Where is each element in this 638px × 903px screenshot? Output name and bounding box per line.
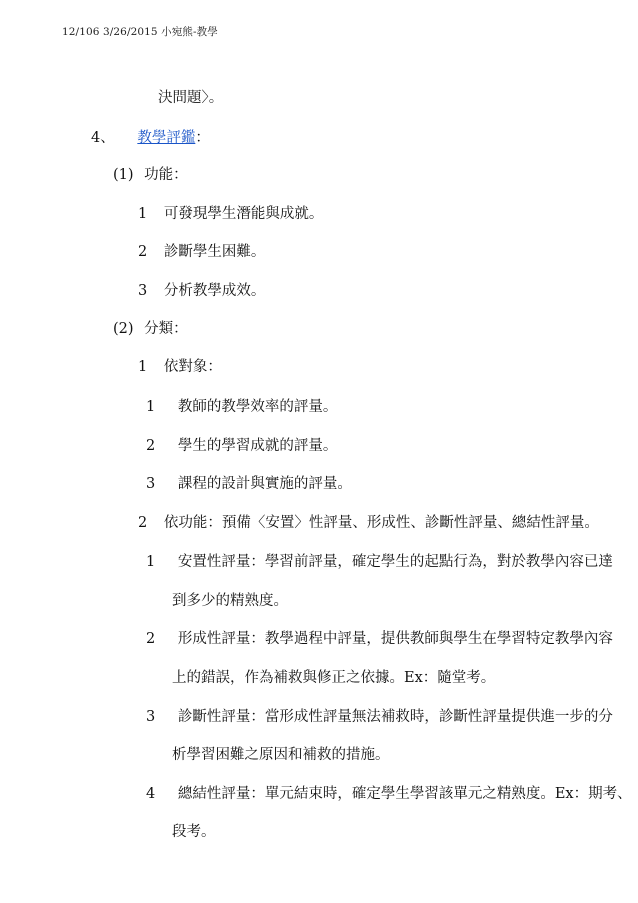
item-number: 2	[138, 515, 148, 531]
item-text: 依對象：	[163, 359, 222, 375]
item-text: 學生的學習成就的評量。	[177, 438, 338, 454]
list-item	[146, 707, 613, 727]
item-text: 安置性評量：學習前評量，確定學生的起點行為，對於教學內容已達	[177, 554, 613, 570]
item-number: 3	[138, 283, 148, 299]
item-number: (2)	[113, 321, 134, 337]
item-number: 1	[146, 399, 156, 415]
item-number: 3	[146, 476, 156, 492]
item-text: 診斷性評量：當形成性評量無法補救時，診斷性評量提供進一步的分	[177, 709, 613, 725]
text-continuation: 析學習困難之原因和補救的措施。	[172, 747, 390, 763]
item-text: 分類：	[144, 321, 188, 337]
item-text: 診斷學生困難。	[163, 244, 266, 260]
list-item	[146, 552, 613, 572]
list-item	[138, 513, 599, 533]
item-text: 教師的教學效率的評量。	[177, 399, 338, 415]
list-item	[138, 242, 265, 262]
section-number: 4、	[91, 130, 115, 146]
item-number: 2	[146, 631, 156, 647]
item-number: 1	[138, 206, 148, 222]
list-item	[138, 281, 265, 301]
list-item	[146, 397, 337, 417]
list-item	[146, 629, 613, 649]
item-text: 可發現學生潛能與成就。	[163, 206, 324, 222]
list-item	[138, 357, 222, 377]
list-item	[146, 784, 632, 804]
list-item	[146, 436, 337, 456]
list-item	[138, 204, 323, 224]
section-heading	[91, 128, 210, 148]
item-number: 1	[138, 359, 148, 375]
item-number: 3	[146, 709, 156, 725]
list-item	[146, 474, 352, 494]
item-text: 形成性評量：教學過程中評量，提供教師與學生在學習特定教學內容	[177, 631, 613, 647]
teaching-evaluation-link[interactable]: 教學評鑑	[137, 130, 196, 146]
item-number: 4	[146, 786, 156, 802]
page-header: 12/106 3/26/2015 小宛熊-教學	[62, 26, 218, 38]
text-continuation: 段考。	[172, 824, 216, 840]
text-continuation: 到多少的精熟度。	[172, 593, 288, 609]
item-text: 分析教學成效。	[163, 283, 266, 299]
colon: ：	[195, 130, 210, 146]
item-text: 依功能：預備〈安置〉性評量、形成性、診斷性評量、總結性評量。	[163, 515, 599, 531]
item-number: 2	[138, 244, 148, 260]
item-number: (1)	[113, 167, 134, 183]
text-continuation: 上的錯誤，作為補救與修正之依據。Ex：隨堂考。	[172, 670, 496, 686]
subsection-classification	[113, 319, 188, 339]
item-number: 1	[146, 554, 156, 570]
item-number: 2	[146, 438, 156, 454]
item-text: 功能：	[144, 167, 188, 183]
text-line: 決問題〉。	[158, 90, 224, 106]
item-text: 總結性評量：單元結束時，確定學生學習該單元之精熟度。Ex：期考、	[177, 786, 632, 802]
item-text: 課程的設計與實施的評量。	[177, 476, 352, 492]
subsection-function	[113, 165, 188, 185]
